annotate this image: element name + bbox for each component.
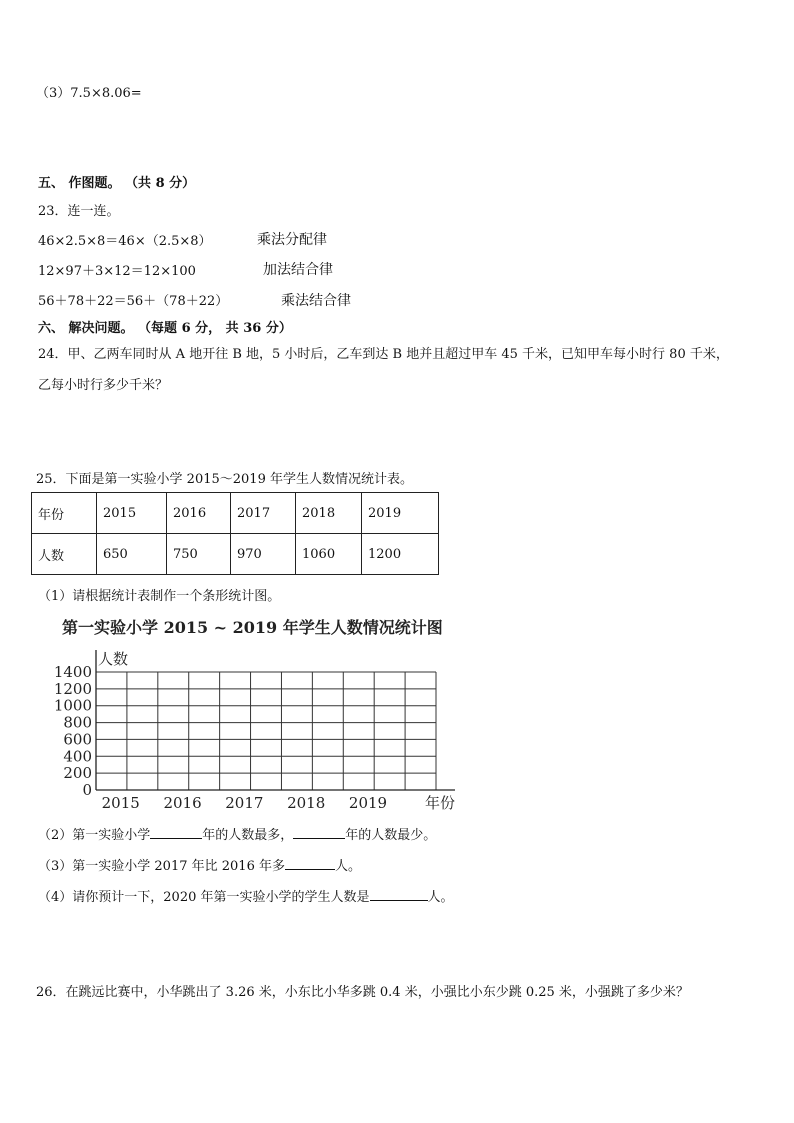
q25-sub-2 (38, 824, 436, 843)
table-cell: 970 (231, 534, 296, 575)
table-cell: 2019 (362, 493, 439, 534)
table-cell: 2016 (167, 493, 231, 534)
q22-item-3: （3）7.5×8.06= (36, 86, 142, 101)
q25-sub-4-text-a: （4）请你预计一下，2020 年第一实验小学的学生人数是 (38, 890, 370, 905)
table-cell: 1200 (362, 534, 439, 575)
x-tick-label: 2019 (348, 794, 388, 812)
q23-stem: 23．连一连。 (38, 204, 120, 219)
table-cell: 650 (97, 534, 167, 575)
y-axis-label: 人数 (98, 650, 129, 668)
table-cell: 2015 (97, 493, 167, 534)
q23-law-2: 加法结合律 (263, 262, 333, 278)
q25-sub-4 (38, 886, 454, 905)
q26-text: 26．在跳远比赛中，小华跳出了 3.26 米，小东比小华多跳 0.4 米，小强比小东少跳 0.25 米，小强跳了多少米？ (36, 985, 689, 1000)
y-tick-label: 800 (63, 713, 92, 732)
student-count-table (31, 492, 439, 575)
answer-blank-difference[interactable] (285, 857, 335, 870)
bar-chart-grid (0, 610, 480, 815)
q25-sub-4-text-b: 人。 (427, 890, 454, 905)
table-cell: 1060 (296, 534, 362, 575)
q25-stem: 25．下面是第一实验小学 2015～2019 年学生人数情况统计表。 (36, 472, 413, 487)
section-5-heading: 五、 作图题。 （共 8 分） (38, 176, 196, 191)
q25-sub-3-text-b: 人。 (334, 859, 361, 874)
x-tick-label: 2015 (101, 794, 140, 812)
x-tick-label: 2018 (287, 794, 326, 812)
chart-title: 第一实验小学 2015 ~ 2019 年学生人数情况统计图 (62, 618, 443, 637)
q23-equation-2: 12×97＋3×12＝12×100 (38, 264, 196, 279)
q25-sub-2-text-a: （2）第一实验小学 (38, 828, 151, 843)
y-tick-label: 0 (82, 781, 92, 799)
table-row (32, 534, 439, 575)
q25-sub-2-text-c: 年的人数最少。 (345, 828, 437, 843)
q25-sub-1: （1）请根据统计表制作一个条形统计图。 (38, 589, 281, 604)
y-tick-label: 1400 (53, 663, 92, 681)
y-tick-label: 400 (63, 747, 92, 766)
table-cell: 年份 (32, 493, 97, 534)
q23-equation-1: 46×2.5×8＝46×（2.5×8） (38, 234, 212, 249)
q25-sub-3-text-a: （3）第一实验小学 2017 年比 2016 年多 (38, 859, 285, 874)
y-tick-label: 1000 (53, 696, 92, 715)
q24-line-1: 24．甲、乙两车同时从 A 地开往 B 地，5 小时后，乙车到达 B 地并且超过甲车 45 千米，已知甲车每小时行 80 千米， (38, 347, 729, 362)
table-row (32, 493, 439, 534)
answer-blank-prediction[interactable] (370, 888, 428, 901)
table-cell: 2017 (231, 493, 296, 534)
table-cell: 2018 (296, 493, 362, 534)
q25-sub-3 (38, 855, 361, 874)
section-6-heading: 六、 解决问题。 （每题 6 分， 共 36 分） (38, 321, 292, 336)
q23-law-1: 乘法分配律 (257, 232, 327, 248)
q24-line-2: 乙每小时行多少千米？ (38, 378, 169, 393)
answer-blank-least[interactable] (293, 826, 345, 839)
y-tick-label: 1200 (53, 679, 92, 698)
x-axis-label: 年份 (424, 794, 456, 812)
answer-blank-most[interactable] (150, 826, 202, 839)
x-tick-label: 2017 (225, 794, 264, 812)
table-cell: 750 (167, 534, 231, 575)
q23-equation-3: 56＋78＋22＝56＋（78＋22） (38, 294, 229, 309)
table-cell: 人数 (32, 534, 97, 575)
y-tick-label: 600 (63, 730, 92, 749)
y-tick-label: 200 (63, 764, 92, 783)
x-tick-label: 2016 (163, 794, 202, 812)
q23-law-3: 乘法结合律 (281, 293, 351, 309)
q25-sub-2-text-b: 年的人数最多， (202, 828, 294, 843)
